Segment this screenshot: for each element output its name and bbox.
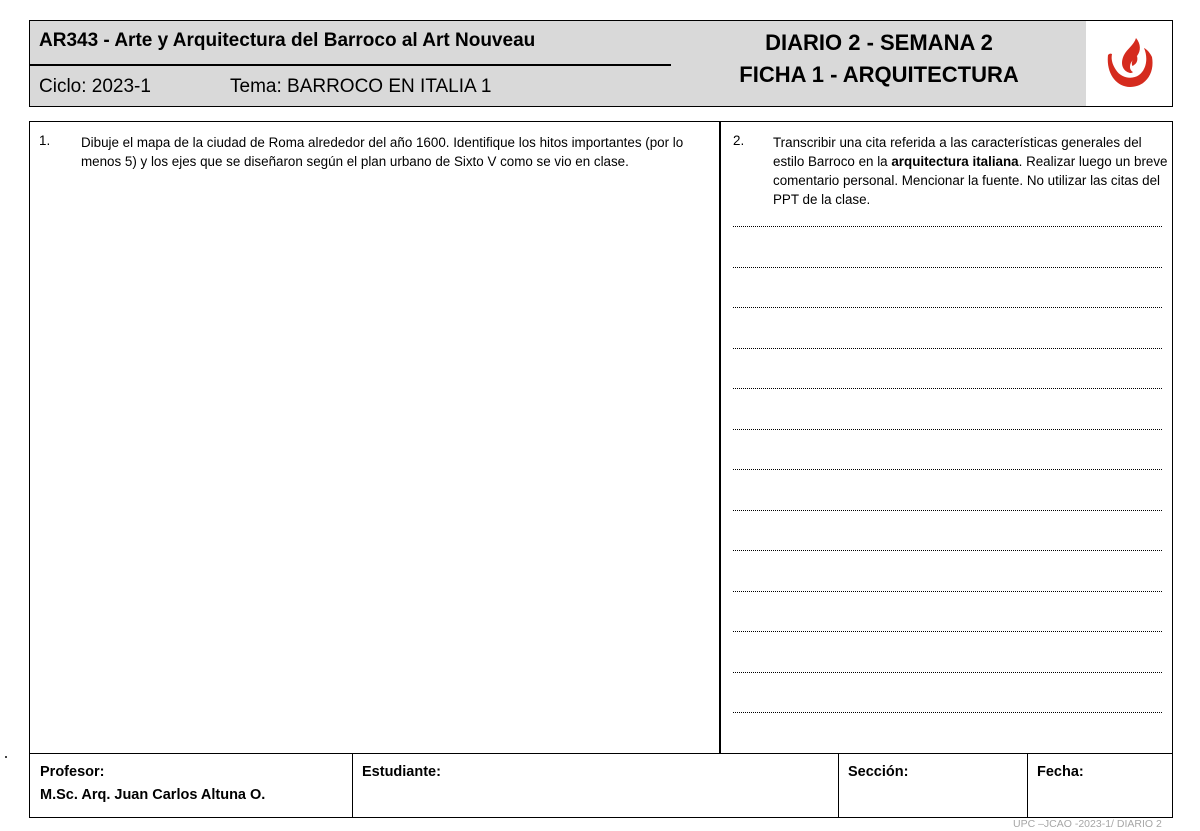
question-2-number: 2. [733,133,745,148]
ficha-title: FICHA 1 - ARQUITECTURA [739,62,1019,87]
column-divider [719,121,721,754]
question-2-text [773,133,1170,209]
answer-line[interactable] [733,672,1162,673]
profesor-label: Profesor: [40,764,105,780]
answer-line[interactable] [733,712,1162,713]
question-1-text: Dibuje el mapa de la ciudad de Roma alrededor del año 1600. Identifique los hitos importantes (por lo menos 5) y los ejes que se diseñaron según el plan urbano de Sixto V como se vio en clase. [81,135,684,169]
answer-line[interactable] [733,510,1162,511]
question-2-text-part1: Transcribir una cita referida a las características generales del estilo Barroco en la [773,135,1142,169]
fecha-cell[interactable] [1027,753,1173,818]
answer-line[interactable] [733,631,1162,632]
profesor-name: M.Sc. Arq. Juan Carlos Altuna O. [40,787,266,803]
page-footer: UPC –JCAO -2023-1/ DIARIO 2 [1013,818,1162,830]
upc-logo [1086,21,1173,108]
answer-line[interactable] [733,469,1162,470]
answer-line[interactable] [733,591,1162,592]
course-title: AR343 - Arte y Arquitectura del Barroco al Art Nouveau [39,30,536,51]
answer-line[interactable] [733,307,1162,308]
answer-line[interactable] [733,267,1162,268]
question-2-text-bold: arquitectura italiana [891,154,1019,169]
estudiante-label: Estudiante: [362,764,441,780]
margin-mark [5,756,7,758]
fecha-label: Fecha: [1037,764,1084,780]
diario-title: DIARIO 2 - SEMANA 2 [765,30,993,55]
logo-flame-outer [1122,38,1140,73]
main-content-frame [29,121,1173,754]
footer-bottom-rule [29,817,1173,818]
question-1-number: 1. [39,133,51,148]
answer-line[interactable] [733,550,1162,551]
question-2-text-part2: . Realizar luego un breve comentario personal. Mencionar la fuente. No utilizar las citas del PPT de la clase. [773,154,1168,207]
seccion-label: Sección: [848,764,909,780]
ciclo-label: Ciclo: 2023-1 [39,76,151,97]
estudiante-cell[interactable] [352,753,839,818]
answer-line[interactable] [733,348,1162,349]
answer-line[interactable] [733,226,1162,227]
seccion-cell[interactable] [838,753,1028,818]
answer-line[interactable] [733,429,1162,430]
answer-line[interactable] [733,388,1162,389]
profesor-cell [29,753,353,818]
tema-label: Tema: BARROCO EN ITALIA 1 [230,76,492,97]
logo-cell [1086,20,1173,107]
